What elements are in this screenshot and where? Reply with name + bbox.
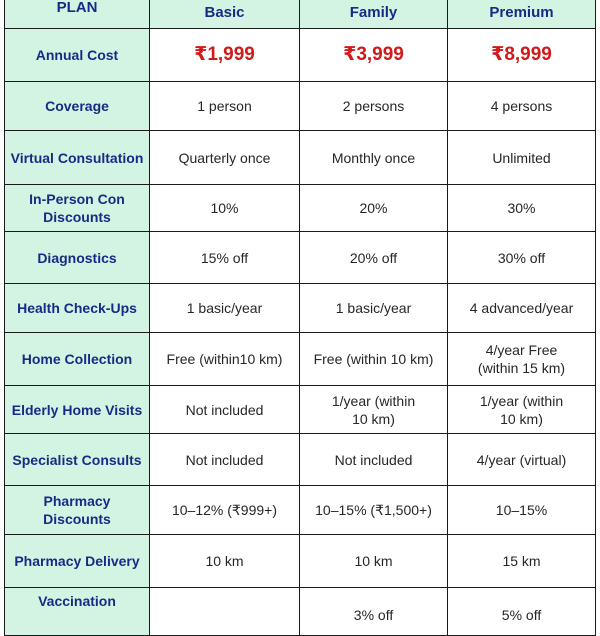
cell-premium: 4 advanced/year	[448, 284, 596, 333]
price-family: ₹3,999	[300, 29, 448, 82]
cell-basic: 15% off	[150, 232, 300, 284]
cell-basic: 10–12% (₹999+)	[150, 486, 300, 535]
cell-premium: 10–15%	[448, 486, 596, 535]
cell-family: 20%	[300, 185, 448, 232]
table-row	[5, 434, 596, 486]
cell-basic: 10%	[150, 185, 300, 232]
cell-family: 1/year (within 10 km)	[300, 386, 448, 434]
cell-basic: Quarterly once	[150, 131, 300, 185]
table-row	[5, 232, 596, 284]
price-premium: ₹8,999	[448, 29, 596, 82]
cell-premium: 4 persons	[448, 82, 596, 131]
row-label: Specialist Consults	[5, 434, 150, 486]
cell-premium: 1/year (within 10 km)	[448, 386, 596, 434]
cell-premium: 5% off	[448, 588, 596, 636]
cell-basic: Free (within10 km)	[150, 333, 300, 386]
table-row	[5, 486, 596, 535]
plan-header-cell	[5, 0, 150, 29]
row-label: Annual Cost	[5, 29, 150, 82]
table-row	[5, 185, 596, 232]
table-row	[5, 333, 596, 386]
price-basic: ₹1,999	[150, 29, 300, 82]
cell-family: 10–15% (₹1,500+)	[300, 486, 448, 535]
cell-family: Not included	[300, 434, 448, 486]
plan-comparison-table	[4, 0, 596, 636]
cell-family: 2 persons	[300, 82, 448, 131]
cell-basic: 1 person	[150, 82, 300, 131]
cell-basic: 1 basic/year	[150, 284, 300, 333]
cell-family: 10 km	[300, 535, 448, 588]
cell-basic: 10 km	[150, 535, 300, 588]
row-label: Elderly Home Visits	[5, 386, 150, 434]
table-row	[5, 588, 596, 636]
cell-premium: 4/year Free (within 15 km)	[448, 333, 596, 386]
cell-basic	[150, 588, 300, 636]
table-row	[5, 535, 596, 588]
cell-premium: Unlimited	[448, 131, 596, 185]
row-label: Vaccination	[5, 588, 150, 636]
row-label: Diagnostics	[5, 232, 150, 284]
plan-name-basic: Basic	[150, 0, 300, 29]
table-row	[5, 284, 596, 333]
plan-name-family: Family	[300, 0, 448, 29]
table-row	[5, 386, 596, 434]
cell-premium: 4/year (virtual)	[448, 434, 596, 486]
row-label: Health Check-Ups	[5, 284, 150, 333]
row-label: Pharmacy Delivery	[5, 535, 150, 588]
cell-family: 1 basic/year	[300, 284, 448, 333]
row-label: Pharmacy Discounts	[5, 486, 150, 535]
row-label: Home Collection	[5, 333, 150, 386]
row-label: Coverage	[5, 82, 150, 131]
cell-premium: 15 km	[448, 535, 596, 588]
cell-premium: 30%	[448, 185, 596, 232]
cell-basic: Not included	[150, 434, 300, 486]
row-label: In-Person Con Discounts	[5, 185, 150, 232]
cell-family: Monthly once	[300, 131, 448, 185]
row-label: Virtual Consultation	[5, 131, 150, 185]
plan-header-label: PLAN	[56, 0, 98, 16]
header-row	[5, 0, 596, 29]
cell-basic: Not included	[150, 386, 300, 434]
cell-premium: 30% off	[448, 232, 596, 284]
table-row	[5, 29, 596, 82]
table-row	[5, 131, 596, 185]
cell-family: 20% off	[300, 232, 448, 284]
cell-family: 3% off	[300, 588, 448, 636]
cell-family: Free (within 10 km)	[300, 333, 448, 386]
table-row	[5, 82, 596, 131]
plan-name-premium: Premium	[448, 0, 596, 29]
